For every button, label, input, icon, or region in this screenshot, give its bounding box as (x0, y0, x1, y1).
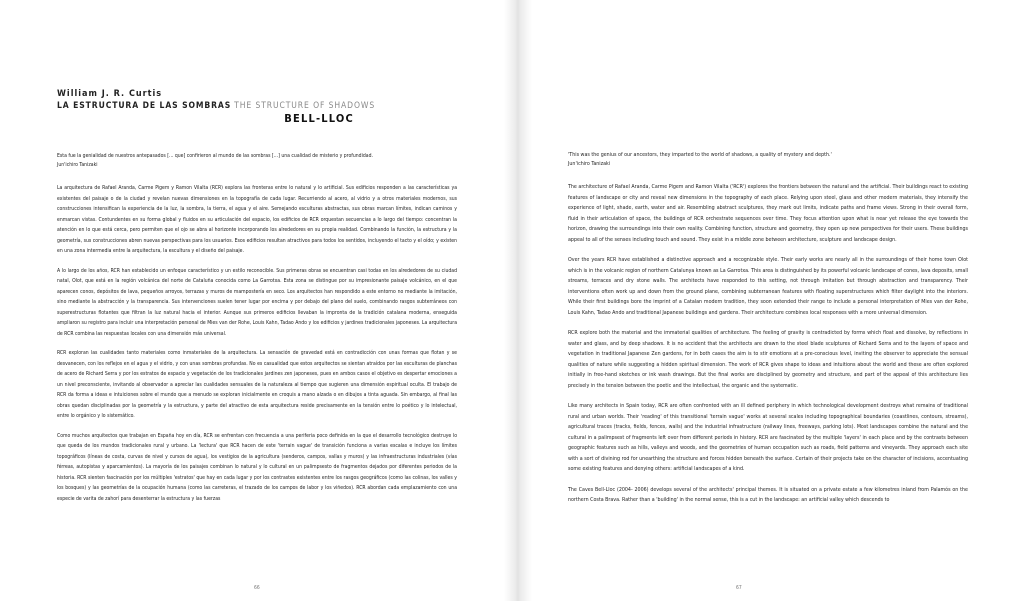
page-number: 67 (736, 585, 742, 591)
paragraph: The architecture of Rafael Aranda, Carme Pigem and Ramon Vilalta ('RCR') explores the frontiers between the natural and the artificial. Their buildings react to existing features of landscape or city and reveal new dimensions in the topography of each place. Relying upon steel, glass and other modern materials, they intensify the experience of light, shade, earth, water and air. Resembling abstract sculptures, they mark out limits, indicate paths and frame views. Strong in their overall form, fluid in their articulation of space, the buildings of RCR orchestrate sequences over time. They focus attention upon what is near yet release the eye towards the horizon, drawing the surroundings into their own reality. Combining function, structure and geometry, they open up new perspectives for their users. These buildings appeal to all of the senses including touch and sound. They exist in a middle zone between architecture, sculpture and landscape design. (568, 184, 968, 243)
project-name: BELL-LLOC (284, 112, 354, 125)
title-english: THE STRUCTURE OF SHADOWS (234, 101, 376, 111)
english-text-column (568, 151, 968, 516)
spanish-text-column (57, 152, 457, 513)
epigraph (57, 152, 457, 169)
epigraph-text: Esta fue la genialidad de nuestros antepasados [... que] confirieron al mundo de las sombras [...] una cualidad de misterio y profundidad. (57, 153, 373, 159)
paragraph: RCR explore both the material and the immaterial qualities of architecture. The feeling of gravity is contradicted by forms which float and dissolve, by reflections in water and glass, and by deep shadows. It is no accident that the architects are drawn to the steel blade sculptures of Richard Serra and to the layers of space and vegetation in traditional Japanese Zen gardens, for in both cases the aim is to stir emotions at a pre-conscious level, inviting the observer to appreciate the sensual qualities of nature while suggesting a hidden spiritual dimension. The work of RCR gives shape to ideas and intuitions about the world and these are often explored initially in free-hand sketches or ink wash drawings. But the final works are disciplined by geometry and structure, and part of the appeal of this architecture lies precisely in the tension between the poetic and the intellectual, the organic and the systematic. (568, 330, 968, 389)
author-name: William J. R. Curtis (57, 89, 163, 99)
article-title (57, 100, 376, 112)
paragraph: The Caves Bell-Lloc (2004- 2006) develops several of the architects' principal themes. It is situated on a private estate a few kilometres inland from Palamós on the northern Costa Brava. Rather than a 'building' in the normal sense, this is a cut in the landscape: an artificial valley which descends to (568, 486, 968, 503)
paragraph: La arquitectura de Rafael Aranda, Carme Pigem y Ramon Vilalta (RCR) explora las fronteras entre lo natural y lo artificial. Sus edificios responden a las características ya existentes del paisaje o de la ciudad y revelan nuevas dimensiones en la topografía de cada lugar. Recurriendo al acero, al vidrio y a otros materiales modernos, sus construcciones intensifican la experiencia de la luz, la sombra, la tierra, el agua y el aire. Semejando esculturas abstractas, sus obras marcan límites, indican caminos y enmarcan vistas. Contundentes en su forma global y fluidos en su articulación del espacio, los edificios de RCR orquestan secuencias a lo largo del tiempo: concentran la atención en lo que está cerca, pero permiten que el ojo se abra al horizonte incorporando los alrededores en su propia realidad. Combinando la función, la estructura y la geometría, sus construcciones abren nuevas perspectivas para los usuarios. Esos edificios resultan atractivos para todos los sentidos, incluyendo el tacto y el oído; y existen en una zona intermedia entre la arquitectura, la escultura y el diseño del paisaje. (57, 185, 457, 254)
paragraph: A lo largo de los años, RCR han establecido un enfoque característico y un estilo reconocible. Sus primeras obras se encuentran casi todas en los alrededores de su ciudad natal, Olot, que está en la región volcánica del norte de Cataluña conocida como La Garrotxa. Esta zona se distingue por su impresionante paisaje volcánico, en el que aparecen conos, depósitos de lava, pequeños arroyos, terrazas y muros de mampostería en seco. Los arquitectos han respondido a este entorno no mediante la imitación, sino mediante la abstracción y la transparencia. Sus intervenciones suelen tener lugar por encima y por debajo del plano del suelo, combinando rasgos subterráneos con superestructuras flotantes que filtran la luz natural hacia el interior. Aunque sus primeros edificios llevaban la impronta de la tradición catalana moderna, enseguida ampliaron su registro para incluir una interpretación personal de Mies van der Rohe, Louis Kahn, Tadao Ando y los edificios y jardines tradicionales japoneses. La arquitectura de RCR combina las respuestas locales con una dimensión más universal. (57, 267, 457, 337)
article-header (57, 88, 376, 125)
paragraph: RCR exploran las cualidades tanto materiales como inmateriales de la arquitectura. La sensación de gravedad está en contradicción con unas formas que flotan y se desvanecen, con los reflejos en el agua y el vidrio, y con unas sombras profundas. No es casualidad que estos arquitectos se sientan atraídos por las esculturas de planchas de acero de Richard Serra y por los estratos de espacio y vegetación de los tradicionales jardines zen japoneses, pues en ambos casos el objetivo es despertar emociones a un nivel preconsciente, invitando al observador a apreciar las cualidades sensuales de la naturaleza al tiempo que sugieren una dimensión espiritual oculta. El trabajo de RCR da forma a ideas e intuiciones sobre el mundo que a menudo se exploran inicialmente en croquis a mano alzada o en dibujos a tinta aguada. Sin embargo, al final las obras quedan disciplinadas por la geometría y la estructura, y parte del atractivo de esta arquitectura reside precisamente en la tensión entre lo poético y lo intelectual, entre lo orgánico y lo sistemático. (57, 350, 457, 419)
epigraph-author: Jun'ichiro Tanizaki (568, 160, 611, 167)
epigraph (568, 151, 968, 168)
title-spanish: LA ESTRUCTURA DE LAS SOMBRAS (57, 101, 232, 111)
paragraph: Like many architects in Spain today, RCR are often confronted with an ill defined periphery in which technological development destroys what remains of traditional rural and urban worlds. Their 'reading' of this transitional 'terrain vague' works at several scales including topographical boundaries (coastlines, contours, streams), agricultural traces (tracks, fields, fences, walls) and the industrial infrastructure (railway lines, freeways, parking lots). Most landscapes combine the natural and the cultural in a palimpsest of fragments left over from different periods in history. RCR are fascinated by the multiple 'layers' in each place and by the contrasts between geographic features such as hills, valleys and woods, and the geometries of human occupation such as roads, field patterns and vineyards. They approach each site with a sort of divining rod for unearthing the structure and forces hidden beneath the surface. Certain of their projects take on the character of incisions, accentuating some existing features and denying others: artificial landscapes of a kind. (568, 403, 968, 472)
paragraph: Over the years RCR have established a distinctive approach and a recognizable style. Their early works are nearly all in the surroundings of their home town Olot which is in the volcanic region of northern Catalunya known as La Garrotxa. This area is distinguished by its powerful volcanic landscape of cones, lava deposits, small streams, terraces and dry stone walls. The architects have responded to this setting, not through imitation but through abstraction and transparency. Their interventions often work up and down from the ground plane, combining subterranean features with floating superstructures which filter daylight into the interiors. While their first buildings bore the imprint of a Catalan modern tradition, they soon extended their range to include a personal interpretation of Mies van der Rohe, Louis Kahn, Tadao Ando and traditional Japanese buildings and gardens. Their architecture combines local responses with a more universal dimension. (568, 257, 968, 316)
epigraph-author: Jun'ichiro Tanizaki (57, 161, 98, 168)
epigraph-text: 'This was the genius of our ancestors, they imparted to the world of shadows, a quality of mystery and depth.' (568, 152, 832, 158)
page-number: 66 (254, 585, 260, 591)
paragraph: Como muchos arquitectos que trabajan en España hoy en día, RCR se enfrentan con frecuencia a una periferia poco definida en la que el desarrollo tecnológico destruye lo que queda de los mundos tradicionales rural y urbano. La 'lectura' que RCR hacen de este 'terrain vague' de transición funciona a varias escalas e incluye los límites topográficos (líneas de costa, curvas de nivel y cursos de agua), los vestigios de la agricultura (senderos, campos, vallas y muros) y las infraestructuras industriales (vías férreas, autopistas y aparcamientos). La mayoría de los paisajes combinan lo natural y lo cultural en un palimpsesto de fragmentos dejados por diferentes periodos de la historia. RCR sienten fascinación por los múltiples 'estratos' que hay en cada lugar y por los contrastes existentes entre los rasgos geográficos (como las colinas, los valles y los bosques) y las geometrías de la ocupación humana (como las carreteras, el trazado de los campos de labor y los viñedos). RCR abordan cada emplazamiento con una especie de varita de zahorí para desenterrar la estructura y las fuerzas (57, 432, 457, 502)
